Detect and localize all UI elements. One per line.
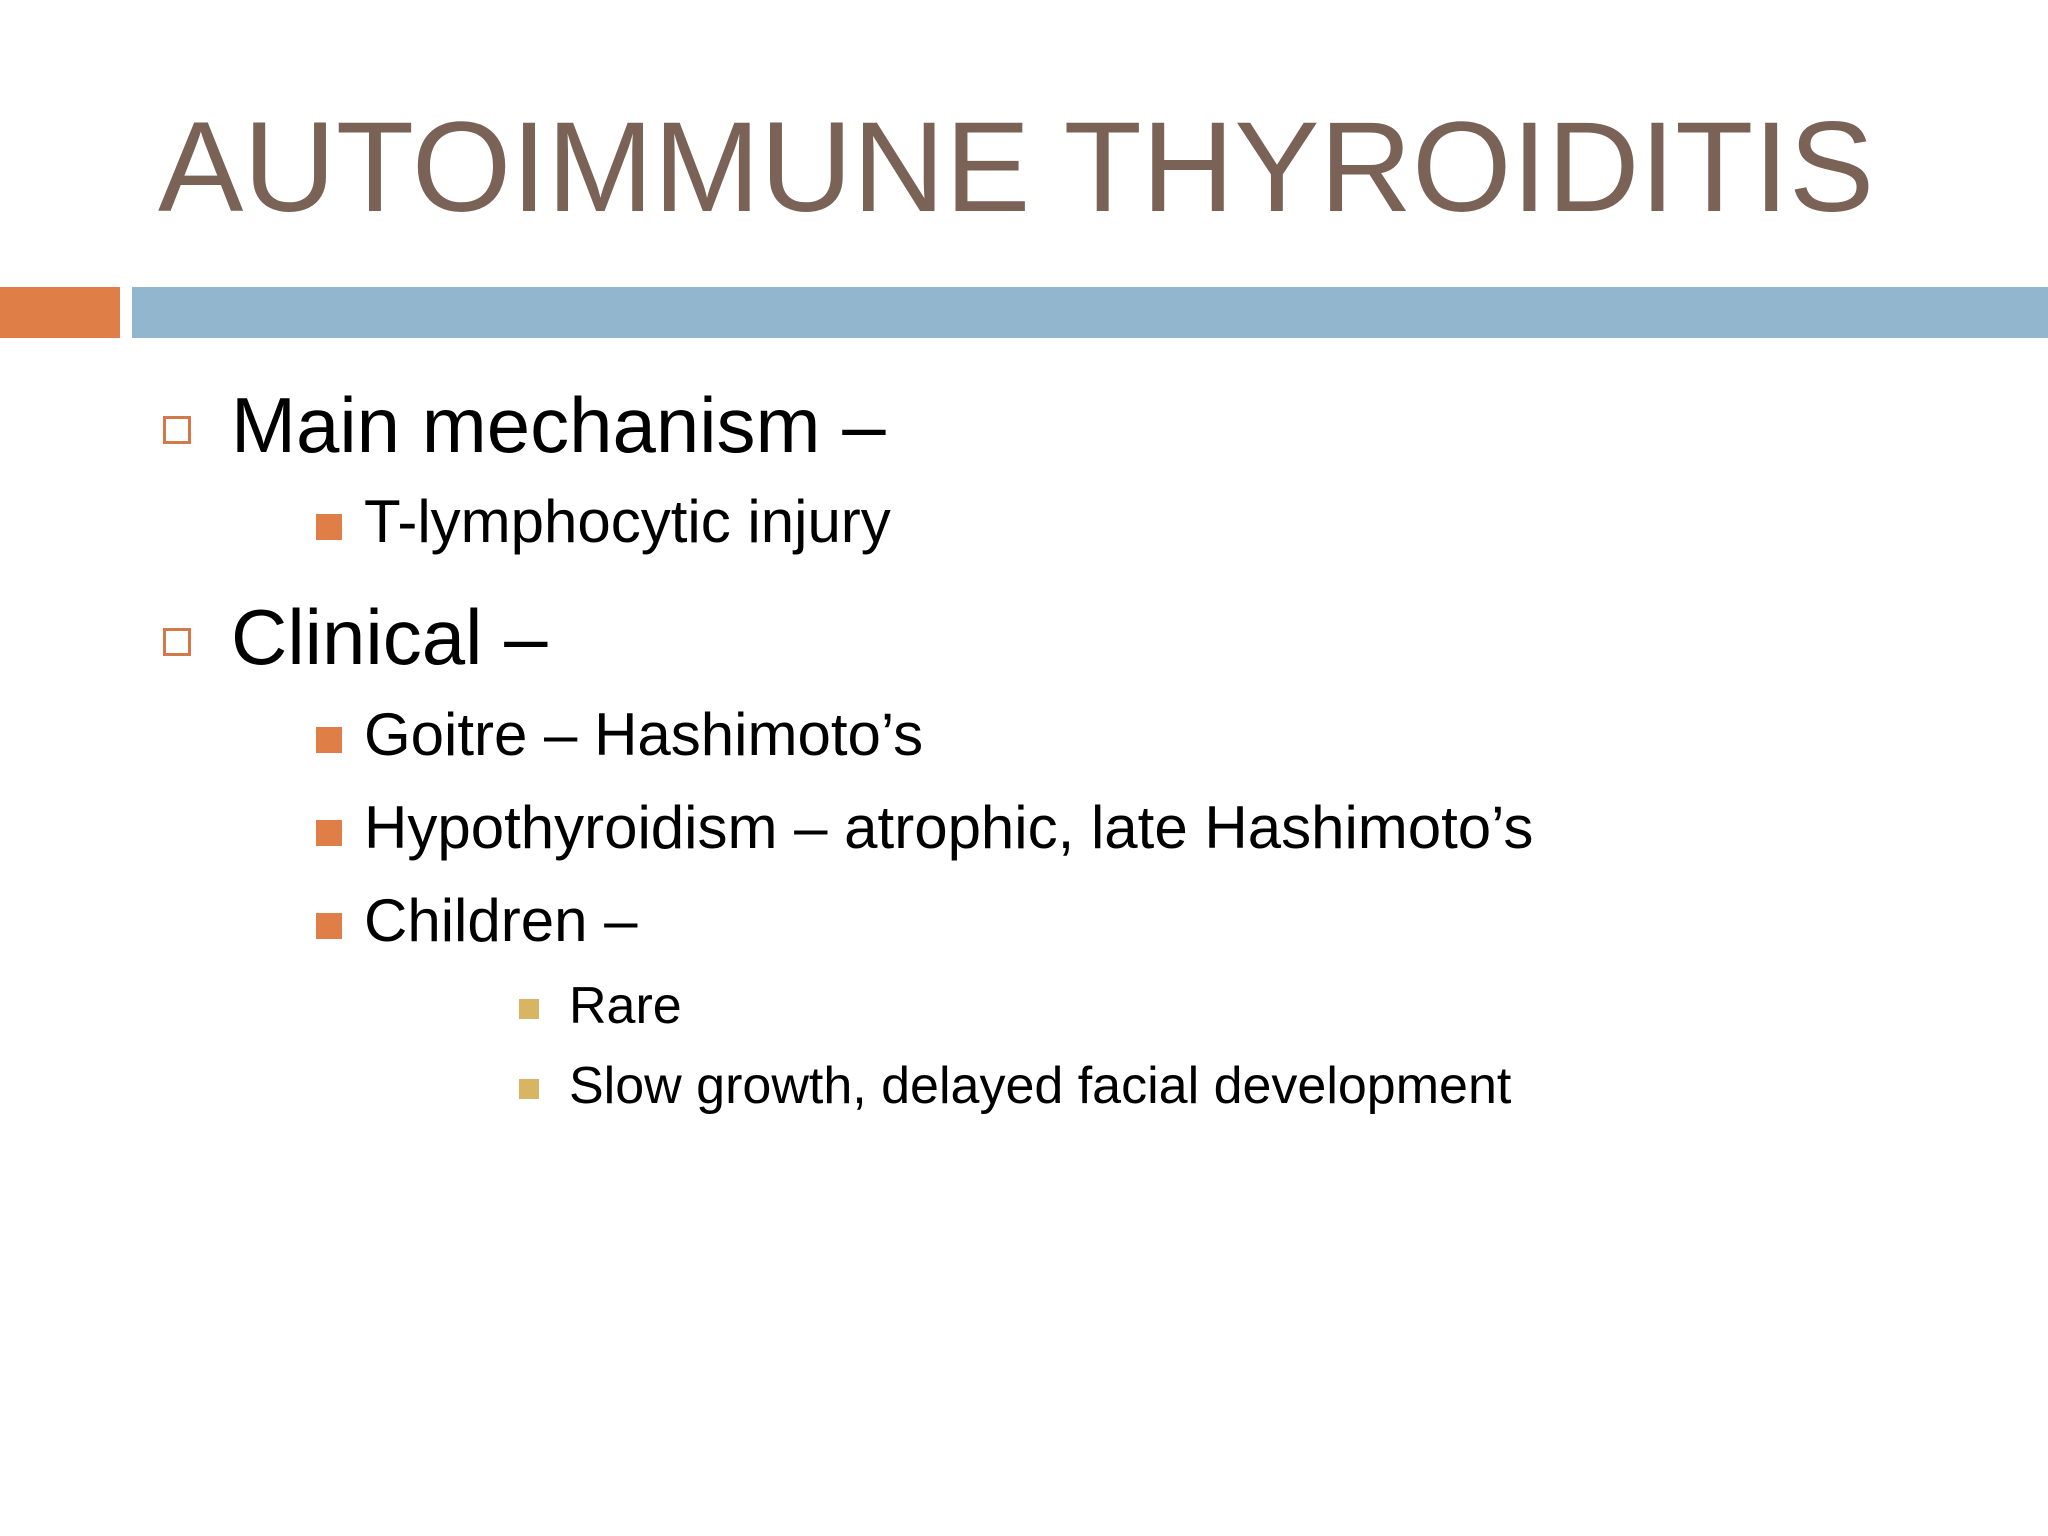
filled-square-bullet-icon — [316, 727, 342, 753]
subbullet-hypothyroidism — [316, 793, 1533, 863]
subsubbullet-rare — [519, 975, 682, 1037]
subbullet-goitre — [316, 700, 923, 770]
bullet-text: Hypothyroidism – atrophic, late Hashimoto’s — [364, 794, 1534, 861]
slide-title: AUTOIMMUNE THYROIDITIS — [158, 96, 1875, 239]
bullet-text: T-lymphocytic injury — [364, 488, 891, 555]
filled-square-bullet-icon — [316, 820, 342, 846]
filled-square-bullet-icon — [316, 514, 342, 540]
bullet-text: Main mechanism – — [231, 381, 886, 469]
small-square-bullet-icon — [519, 999, 539, 1019]
bullet-main-mechanism — [163, 380, 886, 470]
hollow-square-bullet-icon — [163, 628, 191, 656]
bullet-text: Goitre – Hashimoto’s — [364, 701, 924, 768]
bullet-text: Children – — [364, 887, 638, 954]
bullet-text: Rare — [569, 977, 682, 1035]
subsubbullet-slow-growth — [519, 1055, 1511, 1117]
bullet-clinical — [163, 592, 547, 682]
bullet-text: Clinical – — [231, 593, 548, 681]
filled-square-bullet-icon — [316, 913, 342, 939]
subbullet-t-lymphocytic-injury — [316, 487, 891, 557]
bullet-text: Slow growth, delayed facial development — [569, 1057, 1512, 1115]
subbullet-children — [316, 886, 638, 956]
small-square-bullet-icon — [519, 1079, 539, 1099]
hollow-square-bullet-icon — [163, 416, 191, 444]
